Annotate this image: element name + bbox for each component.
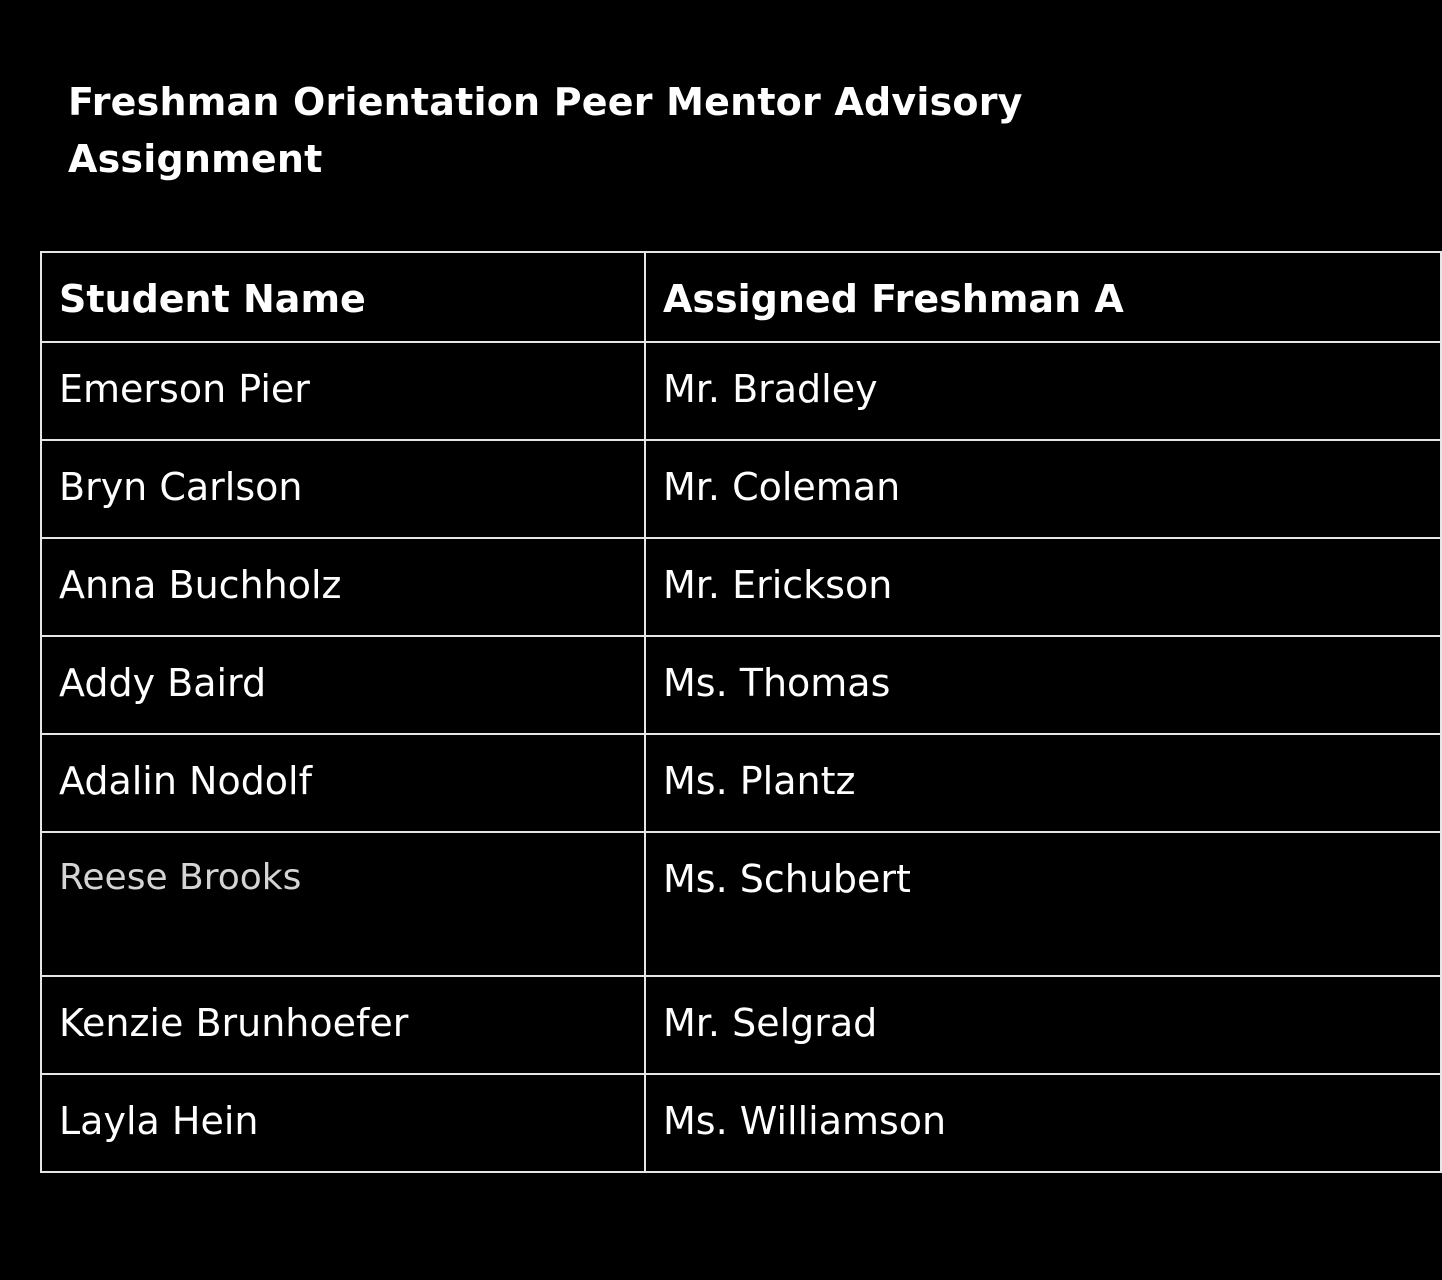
advisor-cell: Mr. Bradley bbox=[645, 342, 1441, 440]
advisor-cell: Mr. Coleman bbox=[645, 440, 1441, 538]
header-assigned-advisor: Assigned Freshman A bbox=[645, 252, 1441, 342]
table-row bbox=[41, 976, 1441, 1074]
student-name-cell: Kenzie Brunhoefer bbox=[41, 976, 645, 1074]
assignment-table-container bbox=[40, 251, 1124, 1171]
student-name-cell: Addy Baird bbox=[41, 636, 645, 734]
assignment-table bbox=[40, 251, 1442, 1173]
table-row bbox=[41, 636, 1441, 734]
student-name-cell: Emerson Pier bbox=[41, 342, 645, 440]
student-name-cell: Reese Brooks bbox=[41, 832, 645, 976]
advisor-cell: Ms. Williamson bbox=[645, 1074, 1441, 1172]
student-name-cell: Anna Buchholz bbox=[41, 538, 645, 636]
advisor-cell: Ms. Thomas bbox=[645, 636, 1441, 734]
table-row bbox=[41, 1074, 1441, 1172]
table-row bbox=[41, 538, 1441, 636]
advisor-cell: Ms. Schubert bbox=[645, 832, 1441, 976]
student-name-cell: Bryn Carlson bbox=[41, 440, 645, 538]
document-title: Freshman Orientation Peer Mentor Advisory Assignment bbox=[68, 80, 1023, 181]
advisor-cell: Ms. Plantz bbox=[645, 734, 1441, 832]
student-name-cell: Layla Hein bbox=[41, 1074, 645, 1172]
table-header-row bbox=[41, 252, 1441, 342]
table-row bbox=[41, 342, 1441, 440]
table-row bbox=[41, 440, 1441, 538]
student-name-cell: Adalin Nodolf bbox=[41, 734, 645, 832]
advisor-cell: Mr. Selgrad bbox=[645, 976, 1441, 1074]
advisor-cell: Mr. Erickson bbox=[645, 538, 1441, 636]
table-row bbox=[41, 832, 1441, 976]
table-row bbox=[41, 734, 1441, 832]
header-student-name: Student Name bbox=[41, 252, 645, 342]
